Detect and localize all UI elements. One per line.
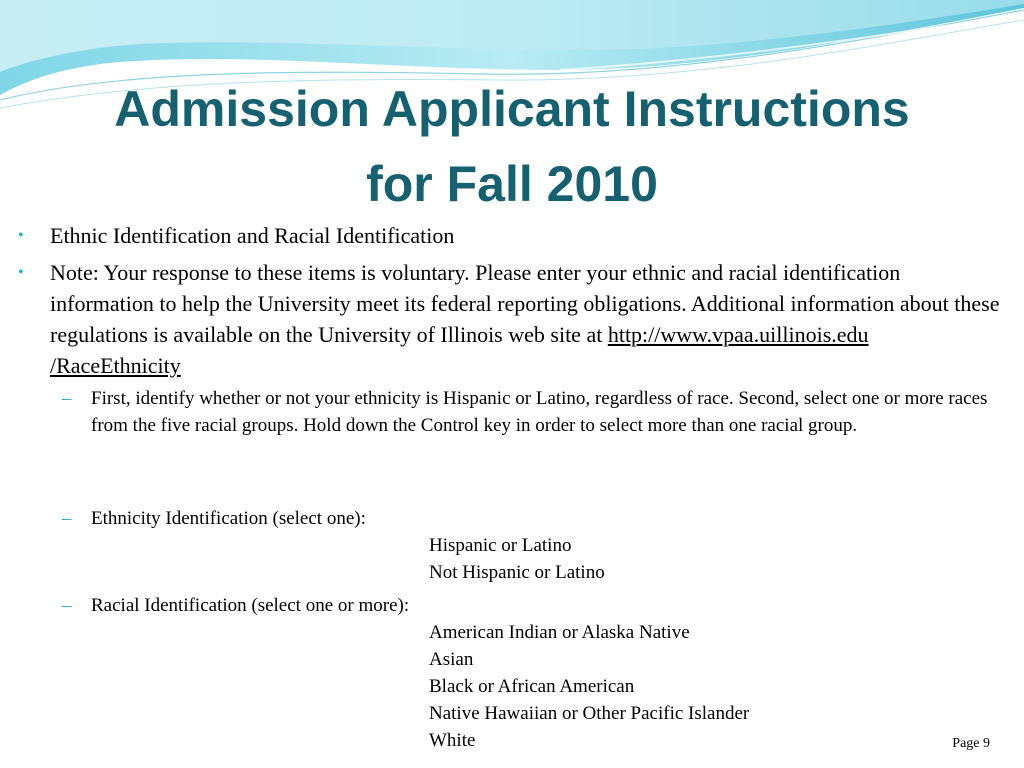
sub-bullet-text: Ethnicity Identification (select one): [91, 508, 366, 529]
bullet-note-text [50, 257, 1000, 381]
race-option: Native Hawaiian or Other Pacific Islander [429, 703, 750, 724]
race-ethnicity-link[interactable]: http://www.vpaa.uillinois.edu /RaceEthnicity [50, 322, 869, 378]
sub-bullet-text: Racial Identification (select one or more): [91, 595, 410, 616]
bullet-text: Ethnic Identification and Racial Identification [50, 223, 455, 248]
bullet-glyph: • [18, 264, 24, 281]
slide-title-line-2: for Fall 2010 [366, 156, 658, 212]
race-option: American Indian or Alaska Native [429, 622, 690, 643]
bullet-glyph: • [18, 227, 24, 244]
dash-glyph: – [62, 388, 72, 409]
page-number: Page 9 [952, 736, 990, 751]
ethnicity-option: Hispanic or Latino [429, 535, 572, 556]
slide-title-line-1: Admission Applicant Instructions [114, 81, 910, 137]
dash-glyph: – [62, 595, 72, 616]
dash-glyph: – [62, 508, 72, 529]
race-option: Asian [429, 649, 474, 670]
race-option: Black or African American [429, 676, 635, 697]
race-option: White [429, 730, 476, 751]
ethnicity-option: Not Hispanic or Latino [429, 562, 605, 583]
note-body: Note: Your response to these items is voluntary. Please enter your ethnic and racial identification information to help the University meet its federal reporting obligations. Additional information about these regulations is available on the University of Illinois web site at [50, 260, 1000, 347]
sub-bullet-text: First, identify whether or not your ethnicity is Hispanic or Latino, regardless of race. Second, select one or more races from the five racial groups. Hold down the Control key in order to select more than one racial group. [91, 388, 988, 436]
